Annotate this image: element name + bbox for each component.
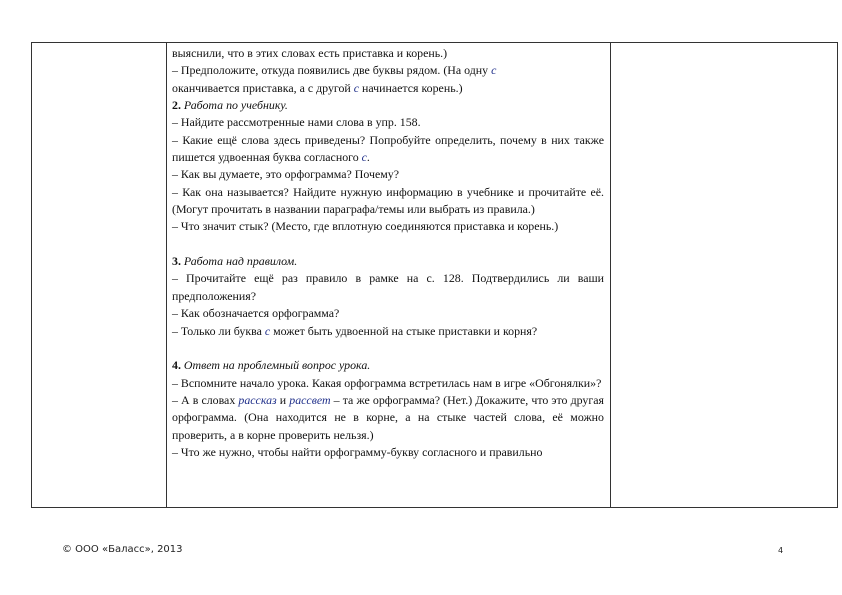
- text: может быть удвоенной на стыке приставки и корня?: [270, 323, 538, 338]
- text: – Найдите рассмотренные нами слова в упр. 158.: [172, 115, 421, 130]
- text-line: [172, 45, 604, 62]
- text-line: [172, 270, 604, 305]
- text-line: [172, 218, 604, 235]
- text: – Что же нужно, чтобы найти орфограмму-букву согласного и правильно: [172, 444, 543, 459]
- column-divider-right: [610, 43, 611, 507]
- text: начинается корень.): [359, 80, 463, 95]
- text: – Как она называется? Найдите нужную информацию в учебнике и прочитайте её. (Могут прочитать в названии параграфа/темы или выбрать из правила.): [172, 184, 604, 217]
- text: – Какие ещё слова здесь приведены? Попробуйте определить, почему в них также пишется удвоенная буква согласного: [172, 132, 604, 165]
- text: .: [366, 150, 370, 165]
- text: – Предположите, откуда появились две буквы рядом. (На одну: [172, 63, 492, 78]
- section-heading-4: [172, 357, 604, 374]
- text: оканчивается приставка, а с другой: [172, 80, 354, 95]
- letter-highlight: с: [353, 80, 360, 95]
- text: – Как вы думаете, это орфограмма? Почему?: [172, 167, 399, 182]
- text: и: [276, 392, 290, 407]
- word-highlight: рассказ: [238, 392, 277, 407]
- word-highlight: рассвет: [289, 392, 331, 407]
- text: – Вспомните начало урока. Какая орфограмма встретилась нам в игре «Обгонялки»?: [172, 375, 602, 390]
- text-line: [172, 444, 604, 461]
- lesson-table: [31, 42, 838, 508]
- text-line: [172, 392, 604, 444]
- text-line: [172, 184, 604, 219]
- letter-highlight: с: [264, 323, 271, 338]
- section-number: 2.: [172, 98, 181, 113]
- text-line: [172, 132, 604, 167]
- text: – Что значит стык? (Место, где вплотную соединяются приставка и корень.): [172, 219, 559, 234]
- spacer: [172, 340, 604, 357]
- section-title: Ответ на проблемный вопрос урока.: [180, 358, 371, 373]
- text: – та же орфограмма? (Нет.) Докажите, что это другая орфограмма. (Она находится не в корне, а на стыке частей слова, её можно проверить, а в корне проверить нельзя.): [172, 392, 605, 442]
- text: – Как обозначается орфограмма?: [172, 306, 340, 321]
- text: – А в словах: [172, 392, 239, 407]
- section-heading-3: [172, 253, 604, 270]
- text: – Прочитайте ещё раз правило в рамке на с. 128. Подтвердились ли ваши предположения?: [172, 271, 604, 303]
- spacer: [172, 236, 604, 253]
- text-line: [172, 166, 604, 183]
- footer-copyright: © ООО «Баласс», 2013: [62, 544, 183, 555]
- section-heading-2: [172, 97, 604, 114]
- lesson-content-cell: [172, 45, 604, 461]
- text-line: [172, 375, 604, 392]
- text: – Только ли буква: [172, 323, 265, 338]
- letter-highlight: с: [491, 63, 497, 78]
- section-number: 3.: [172, 254, 181, 269]
- section-title: Работа над правилом.: [180, 254, 298, 269]
- text-line: [172, 62, 604, 97]
- text-line: [172, 323, 604, 340]
- letter-highlight: с: [361, 150, 367, 165]
- section-number: 4.: [172, 358, 181, 373]
- column-divider-left: [166, 43, 167, 507]
- section-title: Работа по учебнику.: [180, 98, 288, 113]
- text-line: [172, 305, 604, 322]
- text-line: [172, 114, 604, 131]
- page-number: 4: [778, 546, 784, 555]
- text: выяснили, что в этих словах есть приставка и корень.): [172, 46, 448, 60]
